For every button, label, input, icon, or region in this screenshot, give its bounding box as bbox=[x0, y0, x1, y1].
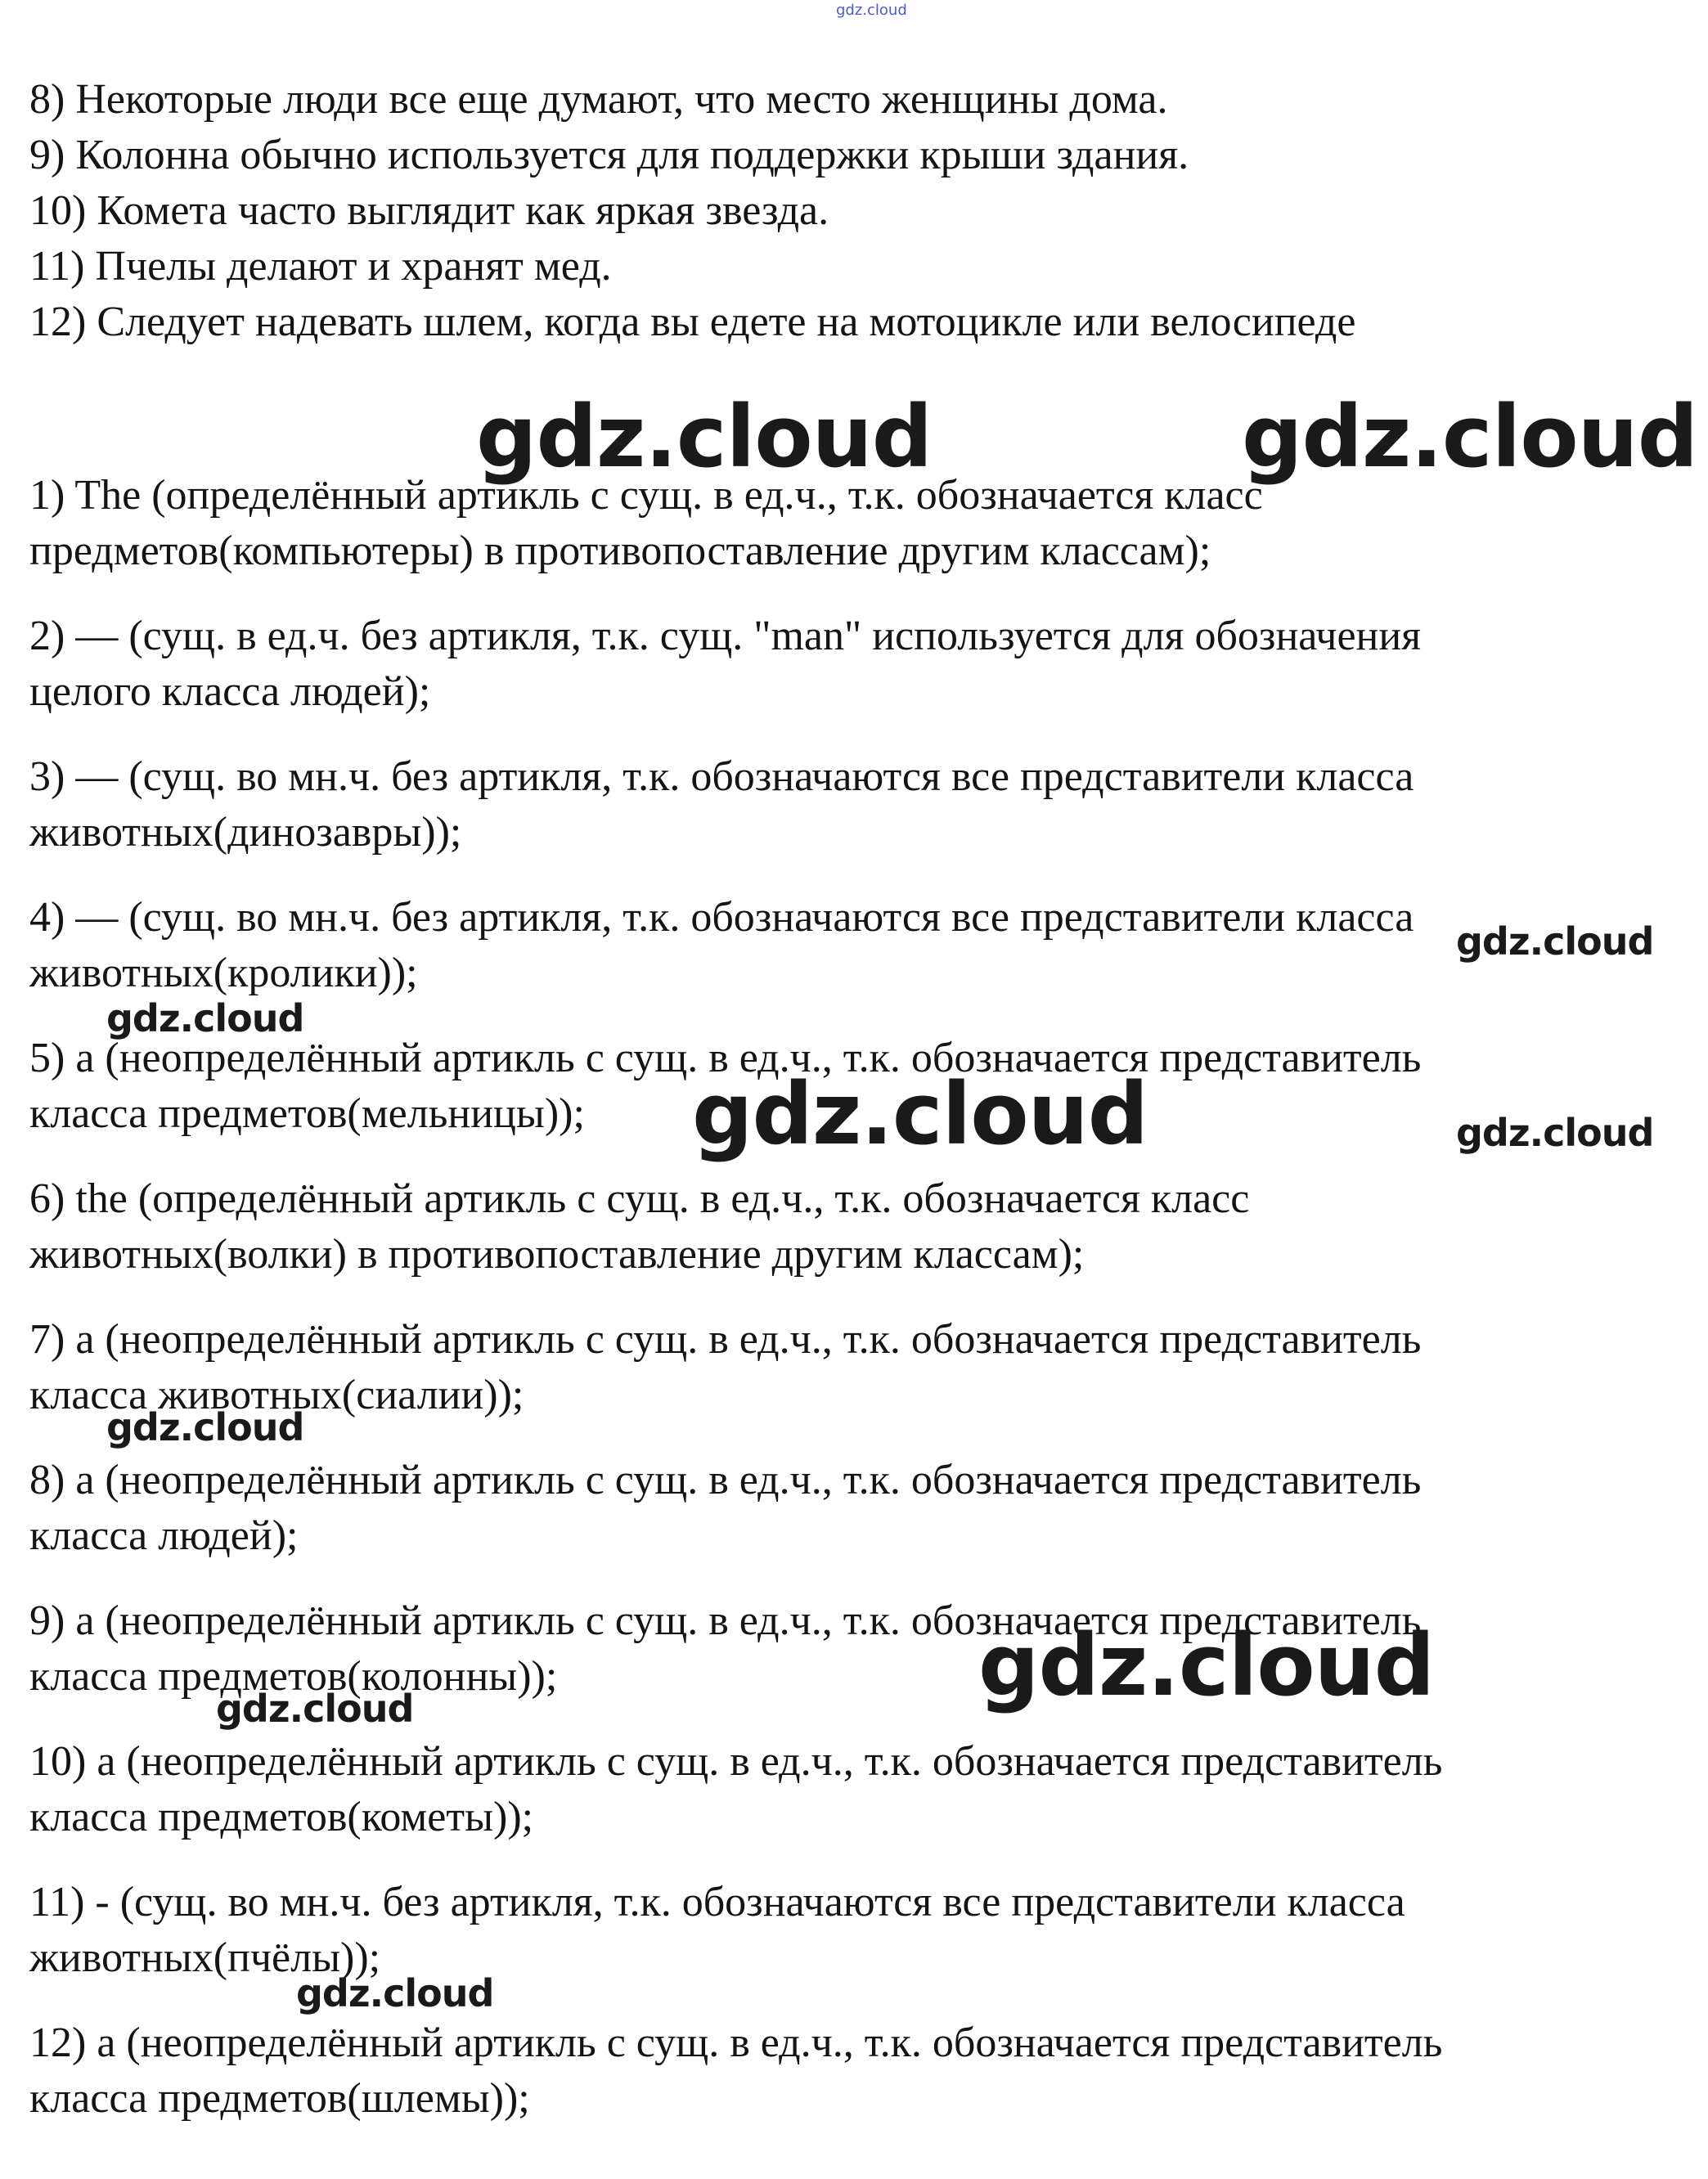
answer-line: 8) a (неопределённый артикль с сущ. в ед.ч., т.к. обозначается представитель bbox=[29, 1457, 1422, 1503]
answer-line: животных(пчёлы)); bbox=[29, 1934, 381, 1981]
answer-line: класса животных(сиалии)); bbox=[29, 1372, 524, 1418]
header-watermark: gdz.cloud bbox=[836, 2, 907, 19]
answer-line: класса предметов(кометы)); bbox=[29, 1794, 534, 1840]
watermark: gdz.cloud bbox=[1456, 919, 1654, 964]
answer-line: животных(волки) в противопоставление другим классам); bbox=[29, 1231, 1085, 1278]
watermark: gdz.cloud bbox=[106, 996, 304, 1040]
watermark: gdz.cloud bbox=[296, 1971, 494, 2015]
answer-line: класса предметов(мельницы)); bbox=[29, 1090, 585, 1137]
answer-line: 3) — (сущ. во мн.ч. без артикля, т.к. обозначаются все представители класса bbox=[29, 753, 1414, 800]
translation-line: 10) Комета часто выглядит как яркая звезда. bbox=[29, 187, 829, 234]
translation-line: 9) Колонна обычно используется для поддержки крыши здания. bbox=[29, 132, 1189, 178]
answer-line: 5) a (неопределённый артикль с сущ. в ед.ч., т.к. обозначается представитель bbox=[29, 1035, 1422, 1081]
translation-line: 8) Некоторые люди все еще думают, что место женщины дома. bbox=[29, 76, 1168, 123]
answer-line: животных(динозавры)); bbox=[29, 809, 462, 856]
answer-line: класса предметов(шлемы)); bbox=[29, 2075, 530, 2122]
answer-line: 1) The (определённый артикль с сущ. в ед.ч., т.к. обозначается класс bbox=[29, 472, 1263, 519]
answer-line: 7) a (неопределённый артикль с сущ. в ед.ч., т.к. обозначается представитель bbox=[29, 1316, 1422, 1363]
answer-line: 2) — (сущ. в ед.ч. без артикля, т.к. сущ. "man" используется для обозначения bbox=[29, 613, 1422, 659]
watermark: gdz.cloud bbox=[1242, 387, 1698, 487]
translation-line: 11) Пчелы делают и хранят мед. bbox=[29, 243, 612, 290]
answer-line: 12) a (неопределённый артикль с сущ. в ед.ч., т.к. обозначается представитель bbox=[29, 2020, 1443, 2066]
answer-line: 4) — (сущ. во мн.ч. без артикля, т.к. обозначаются все представители класса bbox=[29, 894, 1414, 941]
answer-line: 9) a (неопределённый артикль с сущ. в ед.ч., т.к. обозначается представитель bbox=[29, 1597, 1422, 1644]
watermark: gdz.cloud bbox=[692, 1064, 1148, 1164]
watermark: gdz.cloud bbox=[106, 1405, 304, 1449]
watermark: gdz.cloud bbox=[216, 1687, 414, 1731]
answer-line: целого класса людей); bbox=[29, 668, 431, 715]
translation-line: 12) Следует надевать шлем, когда вы едете на мотоцикле или велосипеде bbox=[29, 299, 1356, 345]
answer-line: 10) a (неопределённый артикль с сущ. в ед.ч., т.к. обозначается представитель bbox=[29, 1738, 1443, 1785]
answer-line: 11) - (сущ. во мн.ч. без артикля, т.к. обозначаются все представители класса bbox=[29, 1879, 1405, 1925]
answer-line: предметов(компьютеры) в противопоставление другим классам); bbox=[29, 528, 1211, 574]
watermark: gdz.cloud bbox=[1456, 1111, 1654, 1155]
answer-line: класса предметов(колонны)); bbox=[29, 1653, 558, 1700]
watermark: gdz.cloud bbox=[978, 1615, 1435, 1715]
answer-line: 6) the (определённый артикль с сущ. в ед.ч., т.к. обозначается класс bbox=[29, 1175, 1250, 1222]
answer-line: класса людей); bbox=[29, 1512, 299, 1559]
watermark: gdz.cloud bbox=[476, 387, 933, 487]
answer-line: животных(кролики)); bbox=[29, 950, 418, 996]
